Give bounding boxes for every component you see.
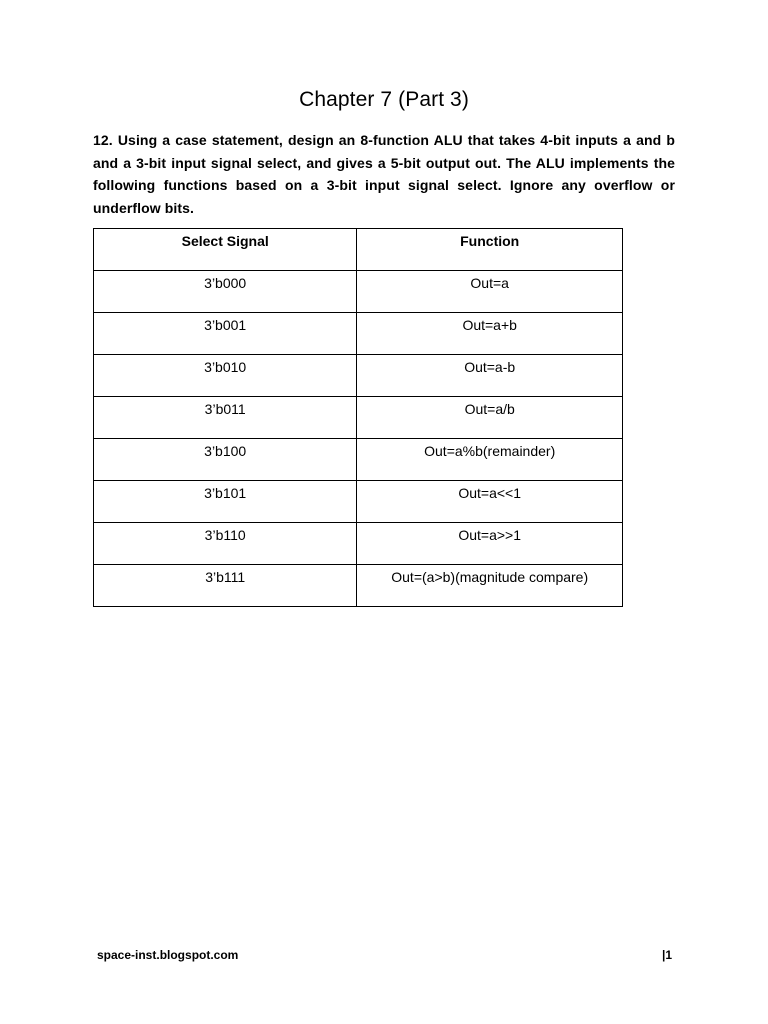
function-cell: Out=a%b(remainder) <box>357 439 623 481</box>
page-title: Chapter 7 (Part 3) <box>299 88 469 111</box>
table-row <box>94 565 623 607</box>
table-header-row <box>94 229 623 271</box>
select-cell: 3’b000 <box>94 271 357 313</box>
header-function: Function <box>357 229 623 271</box>
table-row <box>94 439 623 481</box>
function-cell: Out=a/b <box>357 397 623 439</box>
table-row <box>94 313 623 355</box>
function-cell: Out=a-b <box>357 355 623 397</box>
select-cell: 3’b100 <box>94 439 357 481</box>
footer-page-number: |1 <box>662 948 673 962</box>
footer-source-url: space-inst.blogspot.com <box>97 948 239 962</box>
select-cell: 3’b001 <box>94 313 357 355</box>
question-text: 12. Using a case statement, design an 8-function ALU that takes 4-bit inputs a and b and a 3-bit input signal select, and gives a 5-bit output out. The ALU implements the following functions based on a 3-bit input signal select. Ignore any overflow or underflow bits. <box>93 132 675 216</box>
table-row <box>94 397 623 439</box>
function-cell: Out=(a>b)(magnitude compare) <box>357 565 623 607</box>
select-cell: 3’b110 <box>94 523 357 565</box>
table-row <box>94 481 623 523</box>
function-cell: Out=a>>1 <box>357 523 623 565</box>
select-cell: 3’b111 <box>94 565 357 607</box>
alu-function-table <box>93 228 623 607</box>
function-cell: Out=a <box>357 271 623 313</box>
select-cell: 3’b101 <box>94 481 357 523</box>
select-cell: 3’b011 <box>94 397 357 439</box>
function-cell: Out=a+b <box>357 313 623 355</box>
table-row <box>94 523 623 565</box>
table-row <box>94 355 623 397</box>
function-cell: Out=a<<1 <box>357 481 623 523</box>
table-row <box>94 271 623 313</box>
header-select-signal: Select Signal <box>94 229 357 271</box>
select-cell: 3’b010 <box>94 355 357 397</box>
